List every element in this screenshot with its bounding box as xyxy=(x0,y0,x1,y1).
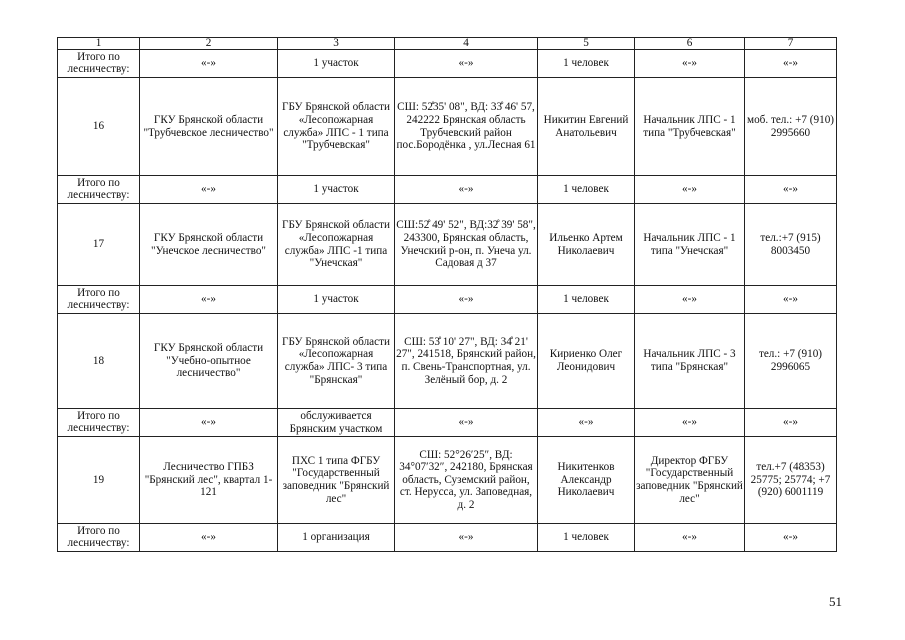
coordinates-address-cell: СШ: 52°26′25″, ВД: 34°07′32″, 242180, Брянская область, Суземский район, ст. Нерусса, ул. Заповедная, д. 2 xyxy=(395,437,538,524)
total-row xyxy=(58,50,837,78)
table-row xyxy=(58,78,837,176)
responsible-person-cell: Никитенков Александр Николаевич xyxy=(538,437,635,524)
position-cell: Начальник ЛПС - 1 типа "Трубчевская" xyxy=(635,78,745,176)
total-value: «-» xyxy=(140,409,278,437)
phone-cell: тел.: +7 (910) 2996065 xyxy=(745,314,837,409)
total-label: Итого по лесничеству: xyxy=(58,50,140,78)
service-cell: ПХС 1 типа ФГБУ "Государственный заповедник "Брянский лес" xyxy=(278,437,395,524)
forestry-cell: ГКУ Брянской области "Унечское лесничество" xyxy=(140,204,278,286)
total-label: Итого по лесничеству: xyxy=(58,524,140,552)
total-label: Итого по лесничеству: xyxy=(58,176,140,204)
responsible-person-cell: Ильенко Артем Николаевич xyxy=(538,204,635,286)
total-value: 1 участок xyxy=(278,50,395,78)
table-body xyxy=(58,38,837,552)
responsible-person-cell: Никитин Евгений Анатольевич xyxy=(538,78,635,176)
total-value: 1 человек xyxy=(538,176,635,204)
total-value: «-» xyxy=(395,50,538,78)
total-value: 1 человек xyxy=(538,286,635,314)
total-value: «-» xyxy=(745,409,837,437)
total-value: «-» xyxy=(140,176,278,204)
service-cell: ГБУ Брянской области «Лесопожарная служба» ЛПС - 1 типа "Трубчевская" xyxy=(278,78,395,176)
total-value: «-» xyxy=(745,524,837,552)
total-row xyxy=(58,409,837,437)
total-value: обслуживается Брянским участком xyxy=(278,409,395,437)
table-row xyxy=(58,314,837,409)
total-value: «-» xyxy=(635,524,745,552)
forestry-cell: ГКУ Брянской области "Учебно-опытное лесничество" xyxy=(140,314,278,409)
table-row xyxy=(58,204,837,286)
forestry-cell: ГКУ Брянской области "Трубчевское лесничество" xyxy=(140,78,278,176)
total-value: «-» xyxy=(745,176,837,204)
position-cell: Директор ФГБУ "Государственный заповедник "Брянский лес" xyxy=(635,437,745,524)
column-number: 7 xyxy=(745,38,837,50)
column-number: 3 xyxy=(278,38,395,50)
service-cell: ГБУ Брянской области «Лесопожарная служба» ЛПС- 3 типа "Брянская" xyxy=(278,314,395,409)
total-value: «-» xyxy=(395,176,538,204)
row-number: 19 xyxy=(58,437,140,524)
total-value: «-» xyxy=(635,50,745,78)
position-cell: Начальник ЛПС - 3 типа "Брянская" xyxy=(635,314,745,409)
total-value: «-» xyxy=(635,286,745,314)
position-cell: Начальник ЛПС - 1 типа "Унечская" xyxy=(635,204,745,286)
total-value: 1 участок xyxy=(278,176,395,204)
total-value: 1 участок xyxy=(278,286,395,314)
total-value: «-» xyxy=(635,176,745,204)
total-value: «-» xyxy=(635,409,745,437)
total-value: «-» xyxy=(395,409,538,437)
phone-cell: моб. тел.: +7 (910) 2995660 xyxy=(745,78,837,176)
responsible-person-cell: Кириенко Олег Леонидович xyxy=(538,314,635,409)
total-row xyxy=(58,176,837,204)
total-value: 1 человек xyxy=(538,50,635,78)
total-value: «-» xyxy=(140,524,278,552)
total-value: «-» xyxy=(395,286,538,314)
total-value: «-» xyxy=(745,286,837,314)
total-row xyxy=(58,286,837,314)
total-value: «-» xyxy=(538,409,635,437)
coordinates-address-cell: СШ: 52̊35' 08", ВД: 33̊ 46' 57, 242222 Брянская область Трубчевский район пос.Бородёнка , ул.Лесная 61 xyxy=(395,78,538,176)
row-number: 17 xyxy=(58,204,140,286)
page-number: 51 xyxy=(829,594,842,609)
forestry-cell: Лесничество ГПБЗ "Брянский лес", квартал 1-121 xyxy=(140,437,278,524)
forestry-table xyxy=(57,37,837,552)
phone-cell: тел.+7 (48353) 25775; 25774; +7 (920) 6001119 xyxy=(745,437,837,524)
phone-cell: тел.:+7 (915) 8003450 xyxy=(745,204,837,286)
column-number-row xyxy=(58,38,837,50)
total-value: 1 человек xyxy=(538,524,635,552)
total-value: 1 организация xyxy=(278,524,395,552)
total-value: «-» xyxy=(745,50,837,78)
row-number: 16 xyxy=(58,78,140,176)
column-number: 2 xyxy=(140,38,278,50)
total-label: Итого по лесничеству: xyxy=(58,286,140,314)
column-number: 4 xyxy=(395,38,538,50)
total-value: «-» xyxy=(140,50,278,78)
total-value: «-» xyxy=(140,286,278,314)
coordinates-address-cell: СШ: 53̊ 10' 27", ВД: 34̊ 21' 27", 241518, Брянский район, п. Свень-Транспортная, ул. Зелёный бор, д. 2 xyxy=(395,314,538,409)
column-number: 5 xyxy=(538,38,635,50)
total-value: «-» xyxy=(395,524,538,552)
total-row xyxy=(58,524,837,552)
total-label: Итого по лесничеству: xyxy=(58,409,140,437)
row-number: 18 xyxy=(58,314,140,409)
service-cell: ГБУ Брянской области «Лесопожарная служба» ЛПС -1 типа "Унечская" xyxy=(278,204,395,286)
coordinates-address-cell: СШ:52̊ 49' 52", ВД:32̊ 39' 58", 243300, Брянская область, Унечский р-он, п. Унеча ул. Садовая д 37 xyxy=(395,204,538,286)
table-row xyxy=(58,437,837,524)
column-number: 6 xyxy=(635,38,745,50)
column-number: 1 xyxy=(58,38,140,50)
